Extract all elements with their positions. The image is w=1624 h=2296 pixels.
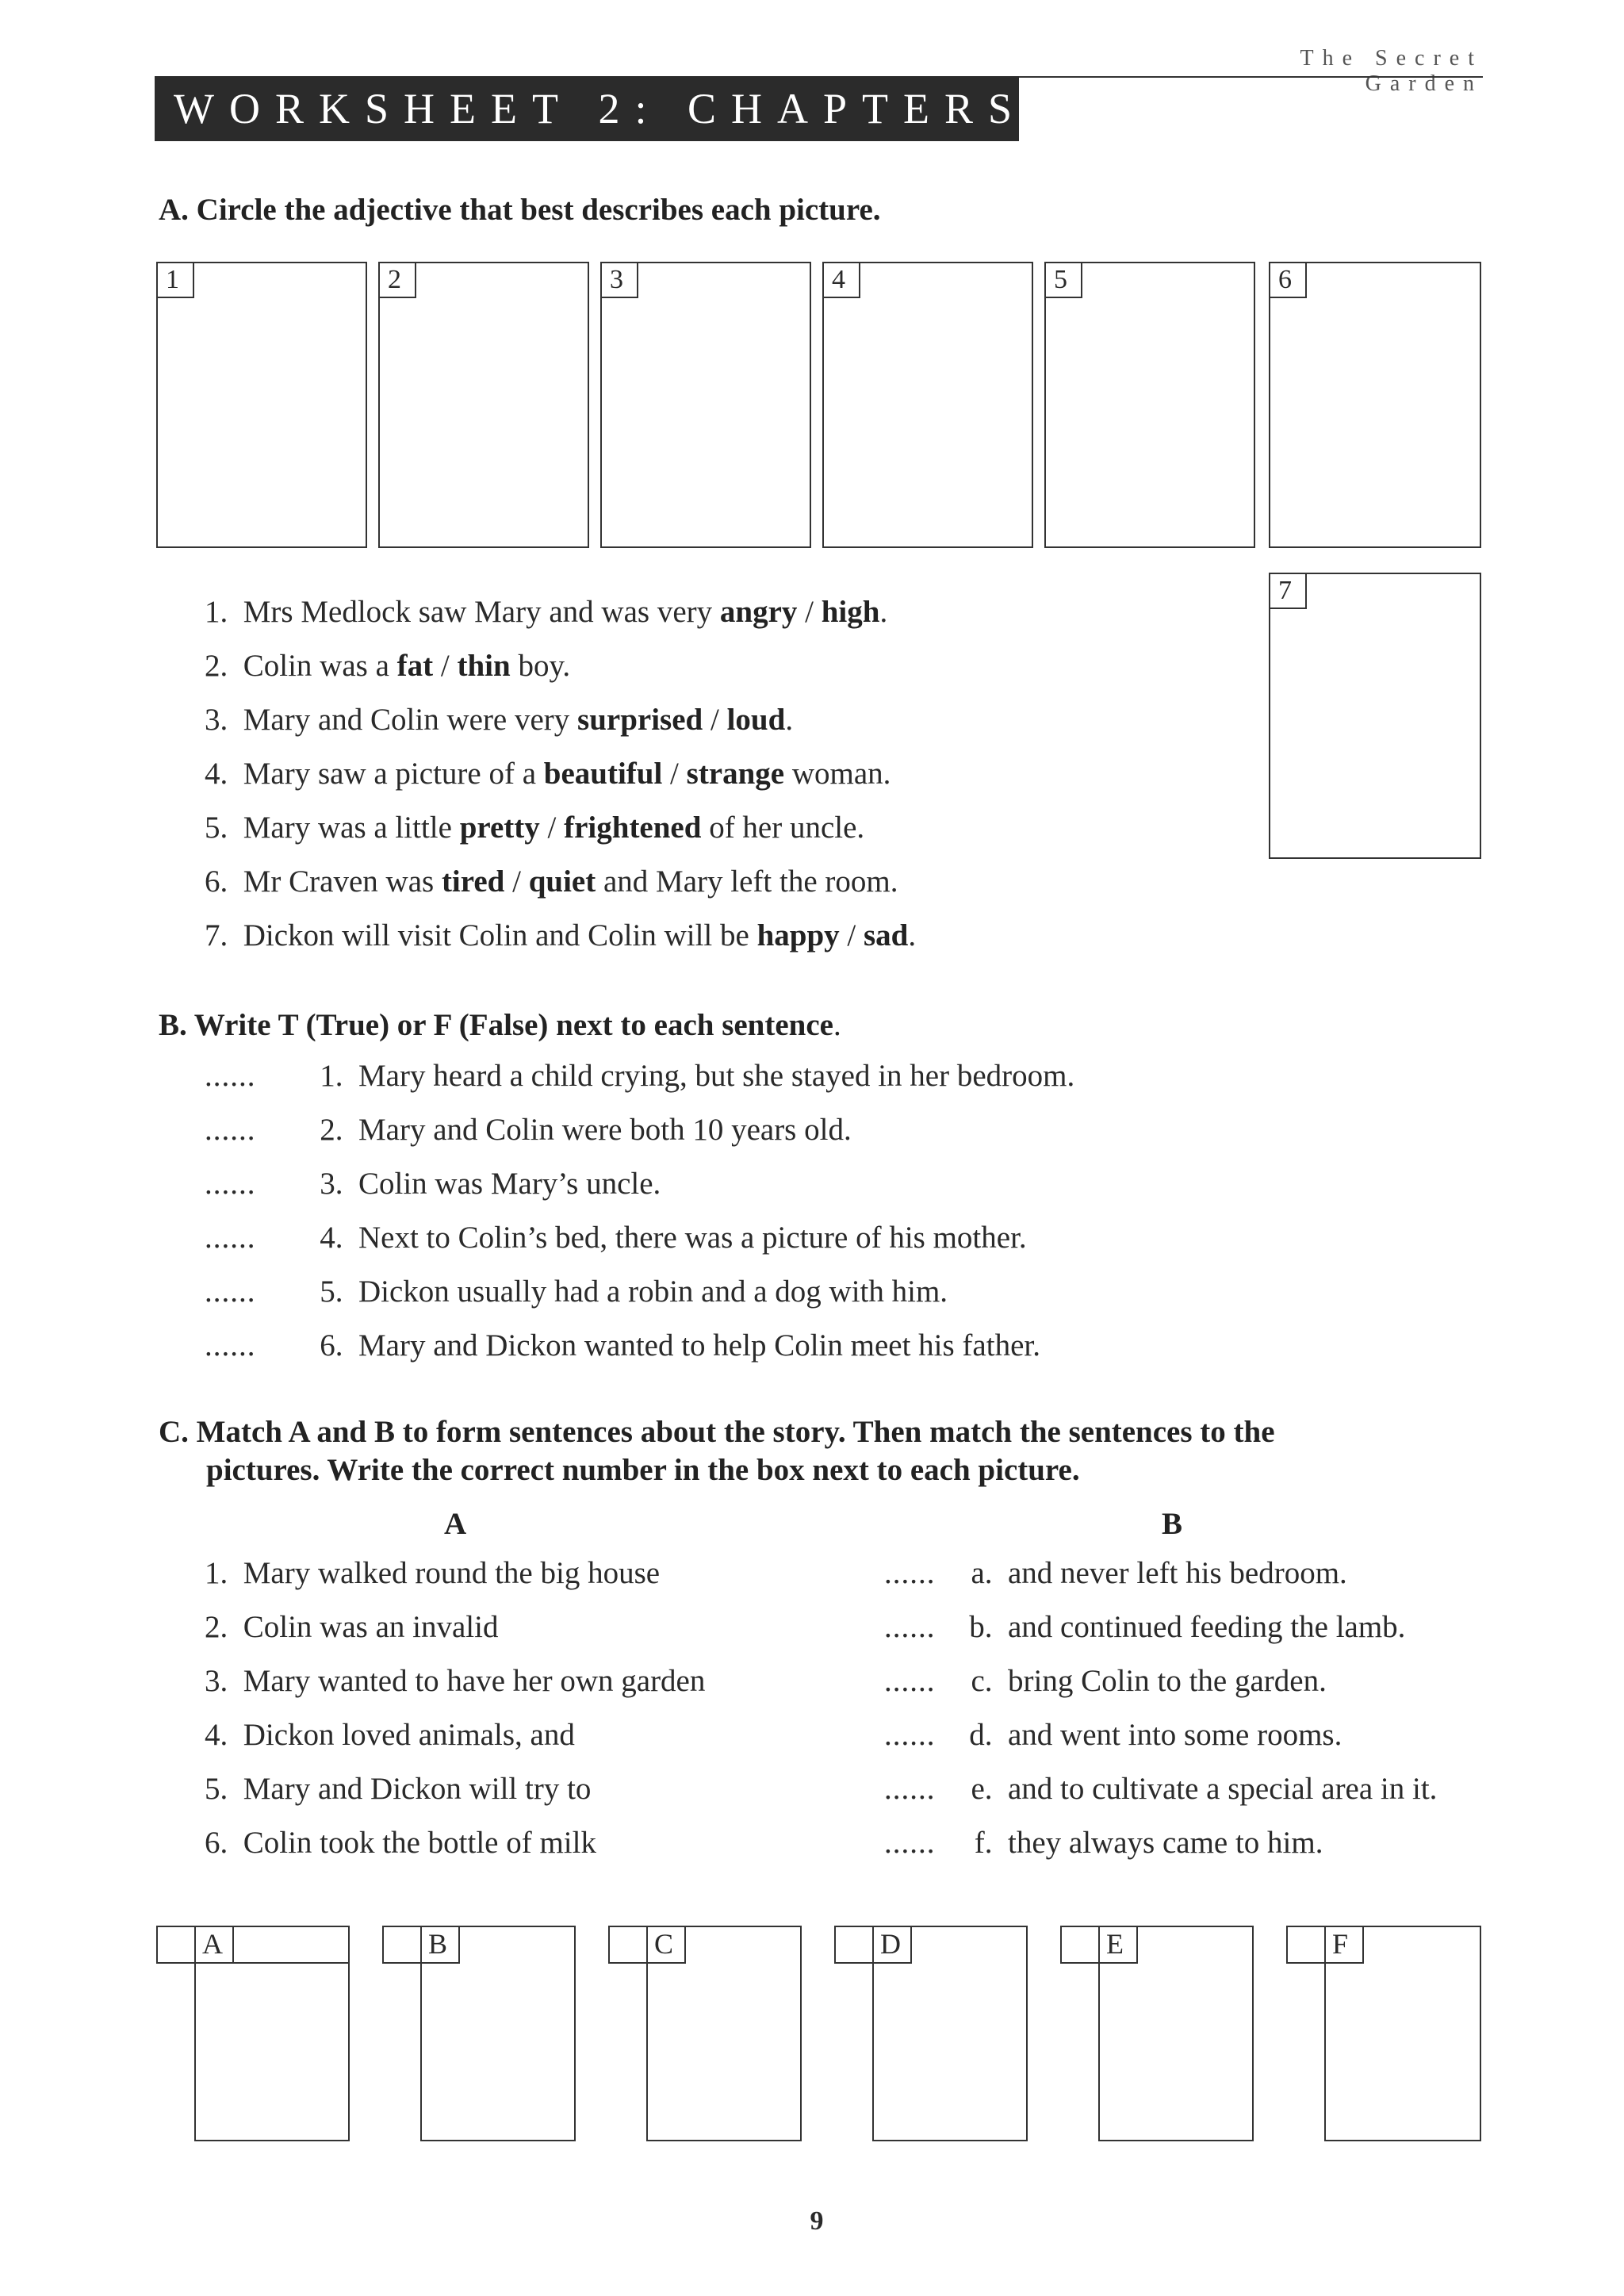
answer-blank[interactable]: ......: [205, 1274, 256, 1309]
item-text: and went into some rooms.: [1008, 1718, 1342, 1752]
item-text: Mary wanted to have her own garden: [243, 1664, 706, 1698]
item-number: 4.: [205, 1718, 228, 1752]
adjective-option[interactable]: angry: [719, 595, 798, 629]
answer-blank[interactable]: ......: [884, 1556, 936, 1590]
item-text: Dickon usually had a robin and a dog with him.: [358, 1274, 948, 1309]
picture-number: 6: [1269, 262, 1307, 298]
true-false-item: [205, 1222, 1027, 1253]
adjective-item: 6. Mr Craven was tired / quiet and Mary left the room.: [205, 864, 898, 899]
picture-number: 3: [600, 262, 638, 298]
item-text: Colin took the bottle of milk: [243, 1826, 596, 1860]
item-number: 6.: [205, 1826, 228, 1860]
picture-box-D: [872, 1926, 1028, 2141]
match-b-item: [884, 1665, 1327, 1696]
item-number: 6.: [205, 864, 228, 899]
item-text: .: [908, 918, 917, 953]
item-number: 4.: [320, 1221, 343, 1255]
adjective-item: 2. Colin was a fat / thin boy.: [205, 649, 571, 683]
item-text: Mr Craven was: [243, 864, 442, 899]
adjective-option[interactable]: frightened: [564, 811, 702, 845]
answer-blank[interactable]: ......: [884, 1664, 936, 1698]
item-text: Mary and Colin were both 10 years old.: [358, 1113, 852, 1147]
item-text: woman.: [784, 757, 891, 791]
item-number: 3.: [320, 1167, 343, 1201]
picture-letter: F: [1324, 1926, 1364, 1964]
match-a-item: [205, 1719, 575, 1750]
item-number: 4.: [205, 757, 228, 791]
picture-box-3: [600, 262, 811, 548]
picture-letter: E: [1098, 1926, 1138, 1964]
picture-number: 1: [156, 262, 194, 298]
answer-blank[interactable]: ......: [205, 1167, 256, 1201]
picture-box-6: [1269, 262, 1481, 548]
item-text: Mrs Medlock saw Mary and was very: [243, 595, 720, 629]
true-false-item: [205, 1330, 1040, 1361]
item-text: Next to Colin’s bed, there was a picture of his mother.: [358, 1221, 1027, 1255]
picture-box-4: [822, 262, 1033, 548]
match-b-item: [884, 1719, 1342, 1750]
match-a-item: [205, 1612, 498, 1642]
picture-number: 7: [1269, 573, 1307, 609]
match-a-item: [205, 1558, 660, 1589]
item-letter: e.: [971, 1772, 993, 1806]
item-number: 3.: [205, 1664, 228, 1698]
section-c-heading-line2: pictures. Write the correct number in the box next to each picture.: [206, 1453, 1080, 1487]
item-text: Mary heard a child crying, but she stayed in her bedroom.: [358, 1059, 1075, 1093]
item-letter: c.: [971, 1664, 993, 1698]
answer-box[interactable]: [834, 1926, 874, 1964]
item-text: Mary and Dickon will try to: [243, 1772, 592, 1806]
item-text: Colin was a: [243, 649, 397, 683]
item-text: and never left his bedroom.: [1008, 1556, 1347, 1590]
adjective-option[interactable]: loud: [726, 703, 786, 737]
answer-blank[interactable]: ......: [205, 1328, 256, 1363]
section-c-heading-line1: C. Match A and B to form sentences about the story. Then match the sentences to the: [159, 1415, 1275, 1449]
picture-letter: D: [872, 1926, 912, 1964]
answer-blank[interactable]: ......: [884, 1772, 936, 1806]
answer-box[interactable]: [156, 1926, 196, 1964]
item-text: boy.: [510, 649, 571, 683]
item-letter: a.: [971, 1556, 993, 1590]
adjective-option[interactable]: high: [821, 595, 880, 629]
adjective-option[interactable]: strange: [686, 757, 785, 791]
worksheet-title: WORKSHEET 2: CHAPTERS 4–8: [155, 76, 1019, 141]
section-a-heading: A. Circle the adjective that best describes each picture.: [159, 193, 881, 227]
item-letter: b.: [969, 1610, 993, 1644]
item-text: Dickon will visit Colin and Colin will be: [243, 918, 757, 953]
item-text: Mary and Dickon wanted to help Colin meet his father.: [358, 1328, 1040, 1363]
picture-letter: B: [420, 1926, 460, 1964]
item-text: Dickon loved animals, and: [243, 1718, 575, 1752]
picture-number: 5: [1044, 262, 1082, 298]
item-text: bring Colin to the garden.: [1008, 1664, 1327, 1698]
item-letter: d.: [969, 1718, 993, 1752]
item-text: and continued feeding the lamb.: [1008, 1610, 1406, 1644]
item-text: and Mary left the room.: [596, 864, 898, 899]
section-b-heading-period: .: [833, 1008, 841, 1042]
item-number: 7.: [205, 918, 228, 953]
answer-blank[interactable]: ......: [205, 1221, 256, 1255]
adjective-item: 4. Mary saw a picture of a beautiful / strange woman.: [205, 757, 891, 791]
match-b-item: [884, 1773, 1437, 1804]
picture-number: 4: [822, 262, 860, 298]
answer-blank[interactable]: ......: [884, 1610, 936, 1644]
item-number: 3.: [205, 703, 228, 737]
adjective-option[interactable]: beautiful: [543, 757, 663, 791]
item-text: Mary saw a picture of a: [243, 757, 544, 791]
item-number: 6.: [320, 1328, 343, 1363]
picture-box-E: [1098, 1926, 1254, 2141]
answer-box[interactable]: [1286, 1926, 1326, 1964]
item-letter: f.: [974, 1826, 993, 1860]
item-text: and to cultivate a special area in it.: [1008, 1772, 1438, 1806]
item-number: 5.: [320, 1274, 343, 1309]
answer-box[interactable]: [608, 1926, 648, 1964]
page-number: 9: [810, 2206, 824, 2236]
item-number: 1.: [205, 595, 228, 629]
item-text: Colin was Mary’s uncle.: [358, 1167, 661, 1201]
match-a-item: [205, 1773, 591, 1804]
picture-box-C: [646, 1926, 802, 2141]
match-b-item: [884, 1612, 1405, 1642]
item-text: Mary and Colin were very: [243, 703, 578, 737]
adjective-option[interactable]: quiet: [528, 864, 596, 899]
item-number: 5.: [205, 1772, 228, 1806]
item-number: 2.: [320, 1113, 343, 1147]
section-b-heading: [159, 1007, 841, 1043]
item-number: 2.: [205, 649, 228, 683]
adjective-option[interactable]: thin: [457, 649, 511, 683]
item-number: 1.: [205, 1556, 228, 1590]
adjective-item: 5. Mary was a little pretty / frightened of her uncle.: [205, 811, 865, 845]
column-a-label: A: [444, 1507, 467, 1541]
picture-box-2: [378, 262, 589, 548]
picture-box-1: [156, 262, 367, 548]
true-false-item: [205, 1114, 852, 1145]
answer-box[interactable]: [1060, 1926, 1100, 1964]
section-b-heading-text: B. Write T (True) or F (False) next to each sentence: [159, 1008, 833, 1042]
adjective-option[interactable]: sad: [864, 918, 909, 953]
match-a-item: [205, 1665, 705, 1696]
answer-box[interactable]: [382, 1926, 422, 1964]
running-head: The Secret Garden: [1300, 46, 1483, 96]
true-false-item: [205, 1276, 948, 1307]
item-text: of her uncle.: [701, 811, 865, 845]
picture-box-B: [420, 1926, 576, 2141]
adjective-item: 3. Mary and Colin were very surprised / loud.: [205, 703, 794, 737]
adjective-item: 1. Mrs Medlock saw Mary and was very angry / high.: [205, 595, 888, 629]
item-number: 2.: [205, 1610, 228, 1644]
picture-frame-A: [194, 1926, 350, 2141]
answer-blank[interactable]: ......: [205, 1113, 256, 1147]
item-number: 5.: [205, 811, 228, 845]
picture-number: 2: [378, 262, 416, 298]
adjective-option[interactable]: tired: [441, 864, 505, 899]
adjective-option[interactable]: pretty: [459, 811, 540, 845]
answer-blank[interactable]: ......: [205, 1059, 256, 1093]
item-text: Colin was an invalid: [243, 1610, 499, 1644]
item-text: Mary walked round the big house: [243, 1556, 661, 1590]
answer-blank[interactable]: ......: [884, 1718, 936, 1752]
adjective-option[interactable]: fat: [396, 649, 434, 683]
match-b-item: [884, 1558, 1347, 1589]
item-text: Mary was a little: [243, 811, 460, 845]
adjective-option[interactable]: happy: [756, 918, 840, 953]
picture-letter: A: [194, 1926, 234, 1964]
item-number: 1.: [320, 1059, 343, 1093]
true-false-item: [205, 1060, 1074, 1091]
picture-box-5: [1044, 262, 1255, 548]
picture-box-7: [1269, 573, 1481, 859]
column-b-label: B: [1162, 1507, 1183, 1541]
item-text: .: [785, 703, 794, 737]
adjective-item: 7. Dickon will visit Colin and Colin will be happy / sad.: [205, 918, 917, 953]
match-a-item: [205, 1827, 596, 1858]
item-text: they always came to him.: [1008, 1826, 1323, 1860]
item-text: .: [879, 595, 888, 629]
picture-letter: C: [646, 1926, 686, 1964]
adjective-option[interactable]: surprised: [577, 703, 703, 737]
match-b-item: [884, 1827, 1323, 1858]
true-false-item: [205, 1168, 661, 1199]
answer-blank[interactable]: ......: [884, 1826, 936, 1860]
picture-box-F: [1324, 1926, 1481, 2141]
